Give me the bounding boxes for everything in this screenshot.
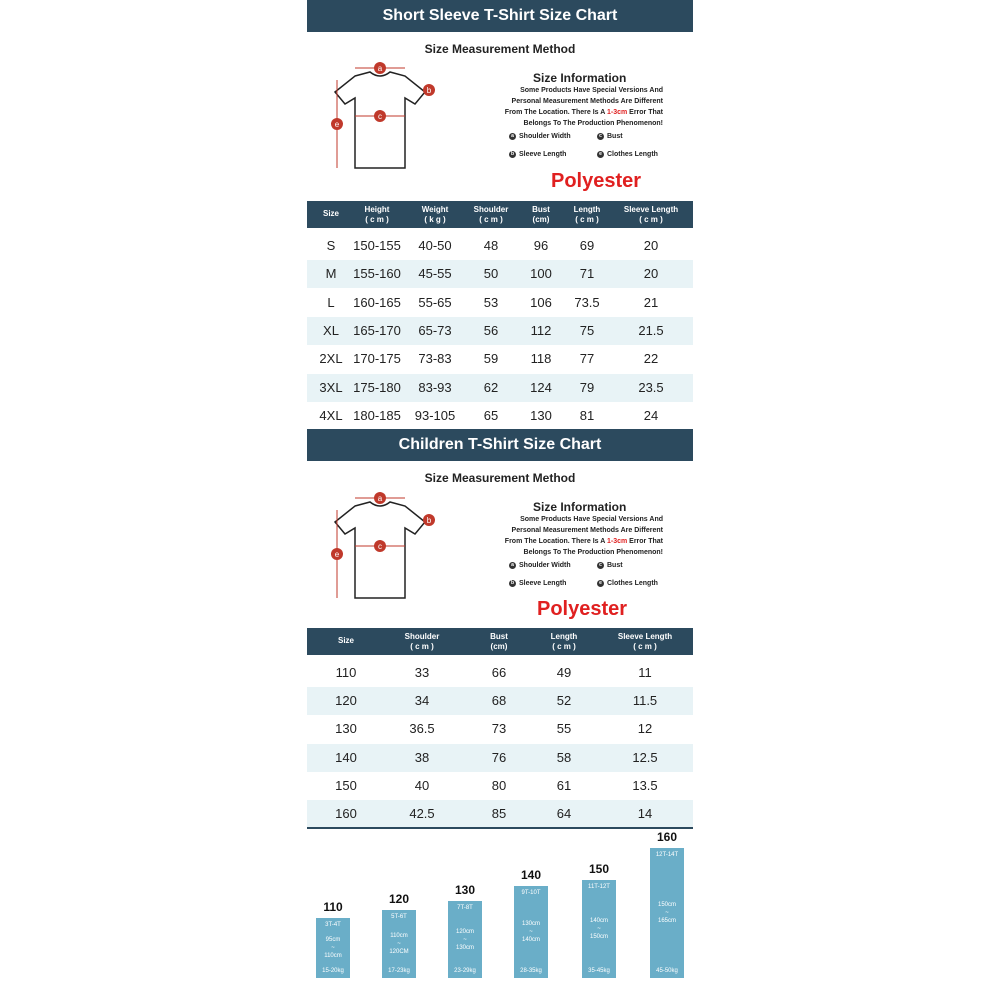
child-col-sleeve: Sleeve Length ( c m ) <box>617 632 673 651</box>
bar-age-range: 12T-14T <box>655 852 679 858</box>
table-row <box>307 317 693 345</box>
table-cell: 34 <box>414 693 430 709</box>
size-bar-group <box>382 892 416 980</box>
table-cell: 49 <box>556 665 572 680</box>
size-chart-sheet <box>307 0 693 1000</box>
svg-text:e: e <box>334 550 340 559</box>
table-cell: 48 <box>483 238 499 253</box>
bar-age-range: 3T-4T <box>325 922 341 928</box>
child-col-shoulder: Shoulder ( c m ) <box>404 632 440 651</box>
bar-age-range: 7T-8T <box>457 905 473 911</box>
adult-col-bust: Bust (cm) <box>532 205 550 224</box>
table-row <box>307 232 693 260</box>
bar-height-range: 95cm ~ 110cm <box>324 937 342 959</box>
bar-weight-range: 15-20kg <box>322 968 344 974</box>
bar-size-label: 110 <box>323 900 343 914</box>
table-cell: 50 <box>483 266 499 282</box>
child-title-banner: Children T-Shirt Size Chart <box>307 429 693 461</box>
table-cell: 155-160 <box>353 266 401 282</box>
size-bar-group <box>582 862 616 980</box>
table-row <box>307 772 693 800</box>
size-bar <box>582 880 616 978</box>
svg-text:c: c <box>378 542 382 551</box>
table-row <box>307 687 693 715</box>
adult-info-text: Some Products Have Special Versions And Personal Measurement Methods Are Different From The Location. There Is A 1-3cm Error That Belongs To The Production Phenomenon! <box>504 87 663 127</box>
table-cell: 3XL <box>319 379 343 395</box>
bar-height-range: 150cm ~ 165cm <box>657 902 676 924</box>
child-measurement-method-heading: Size Measurement Method <box>424 471 576 485</box>
table-cell: 55 <box>556 721 572 737</box>
table-cell: 11 <box>638 665 652 680</box>
table-cell: 85 <box>491 806 507 821</box>
table-cell: 40-50 <box>418 238 452 253</box>
table-cell: 180-185 <box>353 407 401 423</box>
table-cell: 55-65 <box>418 294 452 310</box>
size-bar-group <box>316 900 350 980</box>
bar-height-range: 140cm ~ 150cm <box>589 918 608 940</box>
table-cell: 40 <box>414 777 430 793</box>
table-cell: 68 <box>491 693 507 709</box>
size-bar-group <box>650 830 684 980</box>
table-cell: XL <box>323 322 339 338</box>
child-info-title: Size Information <box>533 500 627 514</box>
table-cell: 75 <box>579 322 595 338</box>
table-cell: 83-93 <box>418 379 452 395</box>
table-cell: S <box>326 238 336 253</box>
table-cell: 93-105 <box>414 407 456 423</box>
child-legend-a: a Shoulder Width <box>509 562 571 569</box>
table-cell: 4XL <box>319 407 343 423</box>
child-col-length: Length ( c m ) <box>550 632 578 651</box>
table-cell: 73.5 <box>574 294 600 310</box>
table-cell: 53 <box>483 294 499 310</box>
child-legend-e: e Clothes Length <box>597 580 658 587</box>
bar-weight-range: 35-45kg <box>588 968 610 974</box>
child-col-bust: Bust (cm) <box>490 632 508 651</box>
table-cell: 160 <box>335 806 357 821</box>
table-cell: 23.5 <box>638 379 664 395</box>
size-bar <box>316 918 350 978</box>
bar-size-label: 160 <box>656 830 678 844</box>
bar-weight-range: 17-23kg <box>388 968 410 974</box>
adult-material-label: Polyester <box>551 170 642 192</box>
table-cell: 150-155 <box>353 238 401 253</box>
child-info-text: Some Products Have Special Versions And Personal Measurement Methods Are Different From The Location. There Is A 1-3cm Error That Belongs To The Production Phenomenon! <box>504 516 663 556</box>
table-row <box>307 659 693 687</box>
adult-col-length: Length ( c m ) <box>573 205 601 224</box>
size-bar <box>514 886 548 978</box>
bar-height-range: 130cm ~ 140cm <box>521 921 540 943</box>
table-cell: 58 <box>556 749 572 765</box>
table-row <box>307 345 693 373</box>
bar-height-range: 110cm ~ 120CM <box>389 933 409 955</box>
table-cell: 80 <box>491 777 507 793</box>
svg-text:b: b <box>426 86 432 95</box>
table-cell: 130 <box>335 721 357 737</box>
adult-tshirt-diagram-icon <box>325 58 435 173</box>
table-cell: 165-170 <box>353 322 401 338</box>
adult-col-height: Height ( c m ) <box>364 205 390 224</box>
size-bar-group <box>514 868 548 980</box>
table-cell: 52 <box>556 693 572 709</box>
table-cell: 33 <box>414 665 430 680</box>
table-row <box>307 715 693 743</box>
adult-col-size: Size <box>322 209 339 218</box>
table-cell: 175-180 <box>353 379 401 395</box>
table-cell: 160-165 <box>353 294 401 310</box>
bar-weight-range: 45-50kg <box>656 968 678 974</box>
table-cell: 36.5 <box>409 721 435 737</box>
adult-table-header <box>307 201 693 228</box>
child-legend-c: c Bust <box>597 562 623 569</box>
svg-text:c: c <box>378 112 382 121</box>
table-cell: 12.5 <box>632 749 658 765</box>
child-legend-b: b Sleeve Length <box>510 580 567 587</box>
table-cell: 71 <box>579 266 595 282</box>
table-row <box>307 289 693 317</box>
table-cell: 112 <box>530 322 552 338</box>
table-cell: 150 <box>335 777 357 793</box>
adult-measurement-method-heading: Size Measurement Method <box>424 42 576 56</box>
table-cell: 62 <box>483 379 499 395</box>
table-cell: 130 <box>530 407 552 423</box>
bar-size-label: 140 <box>520 868 542 882</box>
table-cell: 65 <box>483 407 499 423</box>
bar-weight-range: 23-29kg <box>454 968 476 974</box>
table-cell: 20 <box>643 266 659 282</box>
svg-text:e: e <box>334 120 340 129</box>
table-cell: 21.5 <box>638 322 664 338</box>
table-cell: 61 <box>556 777 572 793</box>
table-cell: 76 <box>491 749 507 765</box>
table-cell: 73 <box>491 721 507 737</box>
table-cell: 106 <box>530 294 552 310</box>
table-cell: 2XL <box>319 351 343 367</box>
table-cell: 81 <box>579 407 595 423</box>
table-cell: 140 <box>335 749 357 765</box>
table-cell: 13.5 <box>632 777 658 793</box>
bar-age-range: 5T-6T <box>391 914 407 920</box>
table-cell: 21 <box>643 294 659 310</box>
adult-legend-a: a Shoulder Width <box>509 133 571 140</box>
table-row <box>307 402 693 430</box>
child-material-label: Polyester <box>537 598 628 620</box>
table-cell: 64 <box>556 806 572 821</box>
table-cell: 20 <box>643 238 659 253</box>
adult-legend-b: b Sleeve Length <box>510 151 567 158</box>
table-cell: 73-83 <box>418 351 452 367</box>
table-cell: 42.5 <box>409 806 435 821</box>
table-cell: 77 <box>579 351 595 367</box>
adult-col-weight: Weight ( k g ) <box>421 205 449 224</box>
child-col-size: Size <box>337 636 354 645</box>
child-table-header <box>307 628 693 655</box>
size-bar <box>448 901 482 978</box>
table-cell: 12 <box>637 721 653 737</box>
table-cell: 66 <box>491 665 507 680</box>
svg-text:a: a <box>377 494 383 503</box>
size-bar <box>650 848 684 978</box>
table-row <box>307 744 693 772</box>
table-cell: L <box>327 294 335 310</box>
size-bar-group <box>448 883 482 980</box>
table-cell: 24 <box>643 407 659 423</box>
table-cell: M <box>325 266 337 282</box>
svg-text:a: a <box>377 64 383 73</box>
bar-height-range: 120cm ~ 130cm <box>455 928 474 951</box>
bar-age-range: 9T-10T <box>521 890 541 896</box>
table-cell: 65-73 <box>418 322 452 338</box>
table-cell: 45-55 <box>418 266 452 282</box>
table-cell: 56 <box>483 322 499 338</box>
bar-weight-range: 28-35kg <box>520 968 542 974</box>
svg-text:b: b <box>426 516 432 525</box>
table-cell: 96 <box>533 238 549 253</box>
table-cell: 22 <box>643 351 659 367</box>
table-cell: 14 <box>637 806 653 821</box>
bar-size-label: 150 <box>588 862 610 876</box>
child-table-bottom-line <box>307 827 693 829</box>
adult-legend-c: c Bust <box>597 133 623 140</box>
adult-title-banner: Short Sleeve T-Shirt Size Chart <box>307 0 693 32</box>
adult-col-sleeve: Sleeve Length ( c m ) <box>623 205 679 224</box>
table-cell: 38 <box>414 749 430 765</box>
adult-info-title: Size Information <box>533 71 627 85</box>
table-row <box>307 260 693 288</box>
table-row <box>307 374 693 402</box>
table-cell: 79 <box>579 379 595 395</box>
table-cell: 11.5 <box>632 693 658 709</box>
adult-legend-e: e Clothes Length <box>597 151 658 158</box>
table-cell: 170-175 <box>353 351 401 367</box>
child-tshirt-diagram-icon <box>325 488 435 603</box>
table-row <box>307 800 693 828</box>
bar-size-label: 130 <box>454 883 476 897</box>
table-cell: 120 <box>335 693 357 709</box>
table-cell: 110 <box>335 665 357 680</box>
table-cell: 100 <box>530 266 552 282</box>
table-cell: 69 <box>579 238 595 253</box>
size-bar <box>382 910 416 978</box>
bar-age-range: 11T-12T <box>588 884 610 890</box>
bar-size-label: 120 <box>388 892 410 906</box>
adult-col-shoulder: Shoulder ( c m ) <box>473 205 509 224</box>
table-cell: 118 <box>530 351 552 367</box>
table-cell: 59 <box>483 351 499 367</box>
table-cell: 124 <box>530 379 552 395</box>
